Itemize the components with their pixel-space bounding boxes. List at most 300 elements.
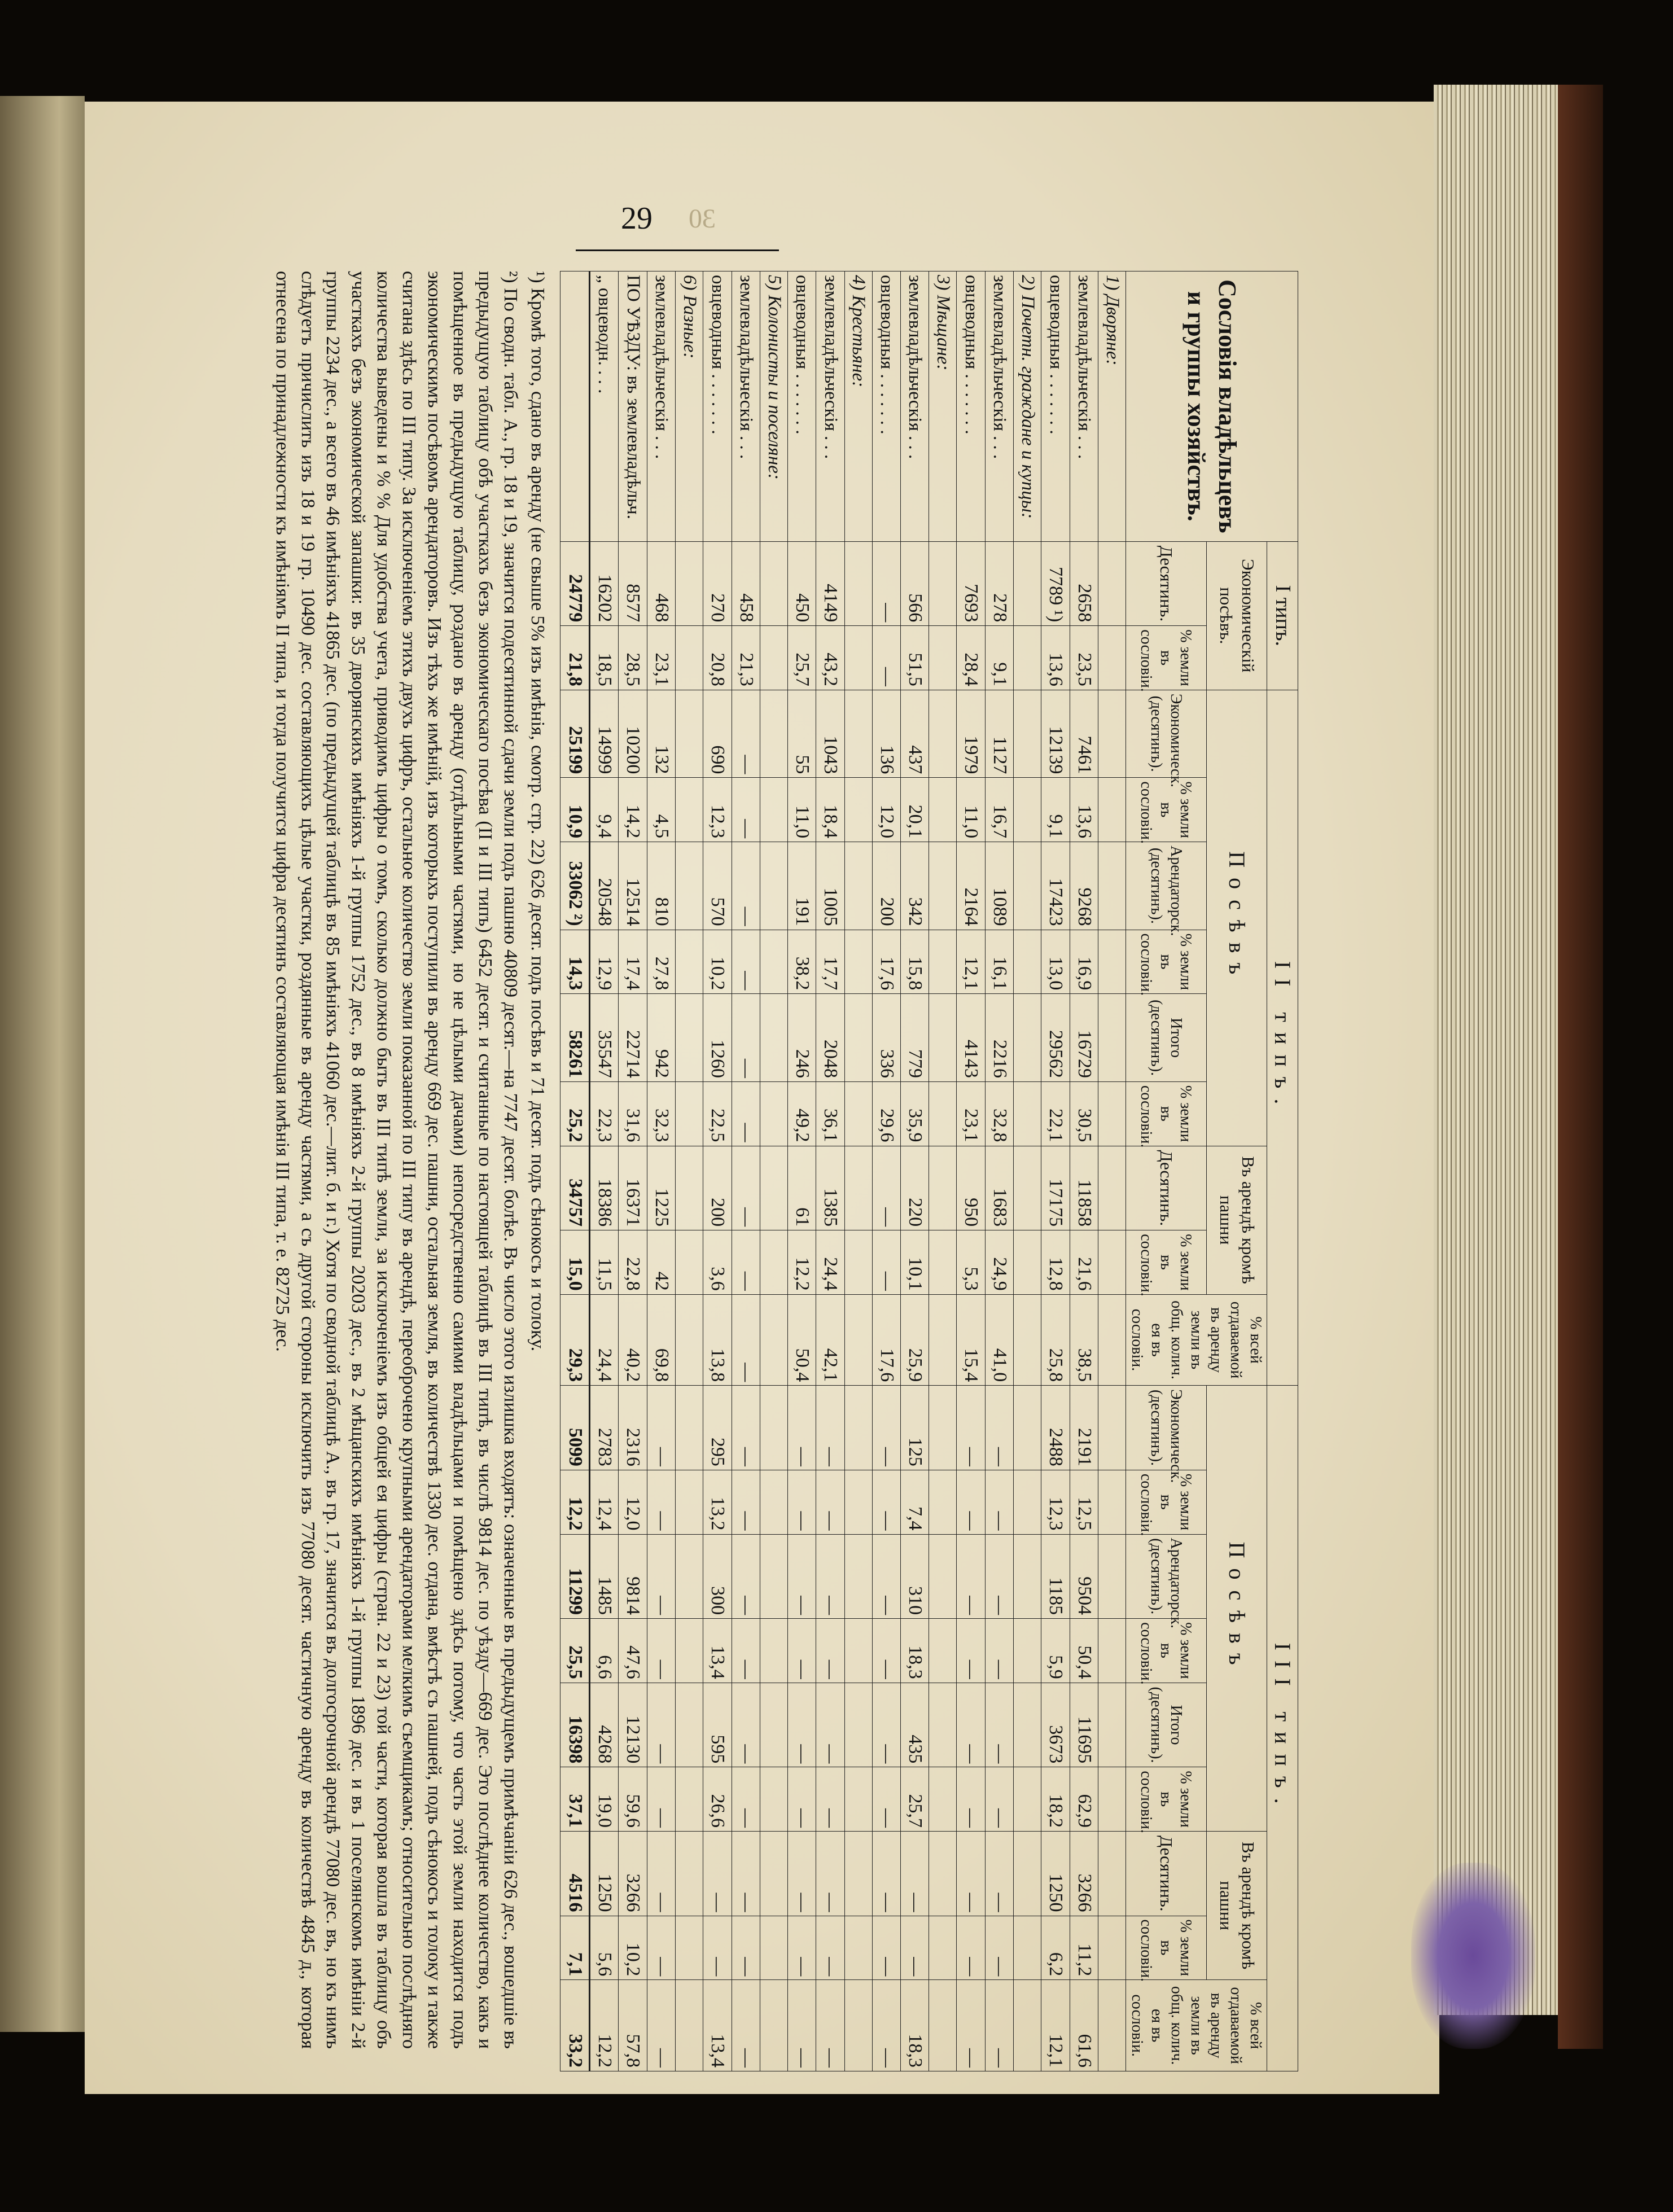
- table-row: [647, 271, 675, 2071]
- table-cell: 17,7: [816, 930, 844, 994]
- table-cell: 1260: [703, 994, 732, 1082]
- table-cell: 12,3: [1041, 1470, 1070, 1534]
- table-cell: 21,6: [1070, 1230, 1098, 1295]
- table-cell: 62,9: [1070, 1767, 1098, 1832]
- table-cell: —: [816, 1767, 844, 1832]
- table-cell: 35547: [590, 994, 619, 1082]
- table-cell: —: [732, 1386, 760, 1470]
- table-cell: 12,3: [703, 778, 732, 842]
- table-row: [732, 271, 760, 2071]
- table-cell: [676, 842, 703, 930]
- table-cell: 13,6: [1070, 778, 1098, 842]
- col-header: Арендаторск. (десятинъ).: [1126, 1534, 1207, 1619]
- table-cell: [676, 1386, 703, 1470]
- table-cell: [844, 1386, 872, 1470]
- table-cell: —: [872, 1534, 900, 1619]
- table-cell: 24,9: [985, 1230, 1013, 1295]
- table-cell: —: [732, 778, 760, 842]
- table-cell: 17,6: [872, 930, 900, 994]
- table-cell: [1098, 930, 1125, 994]
- table-cell: 33,2: [560, 1980, 590, 2071]
- ink-stain: [1411, 1863, 1535, 2049]
- table-cell: 4149: [816, 541, 844, 626]
- table-row: [560, 271, 590, 2071]
- table-cell: 1005: [816, 842, 844, 930]
- table-cell: 16398: [560, 1683, 590, 1767]
- table-cell: [844, 1146, 872, 1230]
- table-cell: 2488: [1041, 1386, 1070, 1470]
- type2-pct-all-header: % всей отдаваемой въ аренду земли въ общ. колич. ея въ сословіи.: [1126, 1294, 1267, 1386]
- table-cell: [929, 690, 957, 778]
- table-cell: [676, 626, 703, 690]
- col-header: % земли въ сословіи.: [1126, 1916, 1207, 1980]
- table-cell: 2216: [985, 994, 1013, 1082]
- table-cell: [844, 1230, 872, 1295]
- table-cell: 6,6: [590, 1619, 619, 1683]
- table-cell: 12,4: [590, 1470, 619, 1534]
- table-cell: 19,0: [590, 1767, 619, 1832]
- table-cell: 9504: [1070, 1534, 1098, 1619]
- table-cell: 18386: [590, 1146, 619, 1230]
- table-cell: —: [816, 1470, 844, 1534]
- table-cell: 12,9: [590, 930, 619, 994]
- table-row: [901, 271, 929, 2071]
- table-cell: 2191: [1070, 1386, 1098, 1470]
- table-cell: 12,0: [619, 1470, 647, 1534]
- table-cell: 8577: [619, 541, 647, 626]
- row-label: землевладѣльческія . . .: [1070, 271, 1098, 542]
- table-cell: [1014, 1619, 1041, 1683]
- table-cell: —: [872, 1230, 900, 1295]
- table-cell: 18,4: [816, 778, 844, 842]
- table-cell: [676, 994, 703, 1082]
- row-label: землевладѣльческія . . .: [816, 271, 844, 542]
- table-cell: [760, 1916, 787, 1980]
- row-label: землевладѣльческія . . .: [901, 271, 929, 542]
- table-cell: 450: [788, 541, 816, 626]
- table-cell: [676, 1619, 703, 1683]
- table-cell: 4516: [560, 1831, 590, 1916]
- table-cell: —: [647, 1683, 675, 1767]
- table-cell: 28,4: [957, 626, 985, 690]
- table-cell: 24779: [560, 541, 590, 626]
- table-cell: 16729: [1070, 994, 1098, 1082]
- table-cell: 14,2: [619, 778, 647, 842]
- table-cell: —: [872, 1470, 900, 1534]
- table-cell: 1485: [590, 1534, 619, 1619]
- table-cell: 61,6: [1070, 1980, 1098, 2071]
- table-cell: 12,5: [1070, 1470, 1098, 1534]
- table-cell: [1098, 1386, 1125, 1470]
- table-cell: [760, 1683, 787, 1767]
- table-cell: 16,9: [1070, 930, 1098, 994]
- row-label: овцеводныя . . . . . . .: [788, 271, 816, 542]
- table-cell: [676, 1230, 703, 1295]
- table-cell: 22,1: [1041, 1081, 1070, 1146]
- table-cell: [760, 626, 787, 690]
- table-cell: —: [788, 1470, 816, 1534]
- row-label: 3) Мѣщане:: [929, 271, 957, 542]
- table-cell: —: [985, 1916, 1013, 1980]
- table-cell: [676, 1146, 703, 1230]
- table-cell: 779: [901, 994, 929, 1082]
- table-cell: 9814: [619, 1534, 647, 1619]
- table-cell: —: [957, 1683, 985, 1767]
- row-label: овцеводныя . . . . . . .: [1041, 271, 1070, 542]
- table-cell: [760, 994, 787, 1082]
- table-cell: [844, 930, 872, 994]
- table-cell: [844, 842, 872, 930]
- table-cell: 15,4: [957, 1294, 985, 1386]
- table-cell: 1979: [957, 690, 985, 778]
- table-cell: [844, 626, 872, 690]
- table-cell: 132: [647, 690, 675, 778]
- row-label: 2) Почетн. граждане и купцы:: [1014, 271, 1041, 542]
- table-cell: —: [985, 1619, 1013, 1683]
- table-cell: [1098, 1619, 1125, 1683]
- table-cell: 2783: [590, 1386, 619, 1470]
- table-cell: 566: [901, 541, 929, 626]
- table-cell: 4268: [590, 1683, 619, 1767]
- table-cell: —: [901, 1916, 929, 1980]
- table-cell: 4,5: [647, 778, 675, 842]
- table-cell: 942: [647, 994, 675, 1082]
- table-cell: [676, 1916, 703, 1980]
- table-cell: 15,8: [901, 930, 929, 994]
- table-cell: 13,8: [703, 1294, 732, 1386]
- table-cell: —: [872, 626, 900, 690]
- table-cell: 32,8: [985, 1081, 1013, 1146]
- table-cell: —: [816, 1916, 844, 1980]
- table-cell: 23,5: [1070, 626, 1098, 690]
- table-row: [590, 271, 619, 2071]
- table-cell: 220: [901, 1146, 929, 1230]
- table-cell: —: [788, 1619, 816, 1683]
- table-cell: 23,1: [647, 626, 675, 690]
- table-cell: [1014, 1386, 1041, 1470]
- table-cell: [760, 1980, 787, 2071]
- table-cell: [1098, 1146, 1125, 1230]
- table-cell: —: [957, 1831, 985, 1916]
- table-cell: —: [647, 1470, 675, 1534]
- col-header: Итого (десятинъ).: [1126, 1683, 1207, 1767]
- table-cell: 69,8: [647, 1294, 675, 1386]
- table-cell: 13,2: [703, 1470, 732, 1534]
- owner-groups-header: Сословія владѣльцевъ и группы хозяйствъ.: [1126, 271, 1298, 542]
- table-cell: 12,8: [1041, 1230, 1070, 1295]
- table-cell: [844, 1831, 872, 1916]
- row-label: ПО УѢЗДУ: въ землевладѣльч.: [619, 271, 647, 542]
- row-label: землевладѣльческія . . .: [647, 271, 675, 542]
- table-cell: —: [788, 1980, 816, 2071]
- row-label: 5) Колонисты и поселяне:: [760, 271, 787, 542]
- table-cell: 9,1: [985, 626, 1013, 690]
- table-cell: [844, 1294, 872, 1386]
- table-cell: 270: [703, 541, 732, 626]
- table-cell: [760, 1081, 787, 1146]
- col-header: % земли въ сословіи.: [1126, 1230, 1207, 1295]
- table-cell: —: [788, 1683, 816, 1767]
- table-cell: [1014, 1980, 1041, 2071]
- table-cell: 10200: [619, 690, 647, 778]
- table-cell: 200: [703, 1146, 732, 1230]
- table-cell: 1225: [647, 1146, 675, 1230]
- table-cell: [1014, 930, 1041, 994]
- table-cell: 14999: [590, 690, 619, 778]
- type2-posev-header: Посѣвъ: [1206, 690, 1267, 1146]
- table-cell: [844, 1916, 872, 1980]
- table-cell: 13,4: [703, 1980, 732, 2071]
- table-cell: [844, 1619, 872, 1683]
- col-header: % земли въ сословіи.: [1126, 1767, 1207, 1832]
- statistics-table: [560, 271, 1299, 2071]
- table-cell: 38,2: [788, 930, 816, 994]
- table-cell: [1014, 994, 1041, 1082]
- table-cell: 17,6: [872, 1294, 900, 1386]
- table-cell: 22714: [619, 994, 647, 1082]
- col-header: Экономическ. (десятинъ).: [1126, 690, 1207, 778]
- table-cell: [676, 1683, 703, 1767]
- table-cell: 38,5: [1070, 1294, 1098, 1386]
- table-cell: 12,2: [560, 1470, 590, 1534]
- table-cell: —: [732, 1980, 760, 2071]
- table-cell: 23,1: [957, 1081, 985, 1146]
- table-cell: —: [732, 930, 760, 994]
- table-cell: 295: [703, 1386, 732, 1470]
- table-cell: 58261: [560, 994, 590, 1082]
- table-cell: 16371: [619, 1146, 647, 1230]
- table-cell: [1098, 1534, 1125, 1619]
- table-cell: [1098, 626, 1125, 690]
- table-cell: 11,0: [957, 778, 985, 842]
- table-cell: —: [732, 1683, 760, 1767]
- table-cell: 1127: [985, 690, 1013, 778]
- table-cell: 950: [957, 1146, 985, 1230]
- table-cell: [844, 994, 872, 1082]
- table-cell: 16202: [590, 541, 619, 626]
- table-cell: [844, 541, 872, 626]
- table-cell: 435: [901, 1683, 929, 1767]
- table-row: [788, 271, 816, 2071]
- table-cell: 11,2: [1070, 1916, 1098, 1980]
- table-cell: 50,4: [1070, 1619, 1098, 1683]
- type3-posev-header: Посѣвъ: [1206, 1386, 1267, 1832]
- table-cell: —: [872, 1683, 900, 1767]
- table-cell: 13,6: [1041, 626, 1070, 690]
- table-cell: —: [872, 541, 900, 626]
- table-cell: [929, 1146, 957, 1230]
- table-row: [1098, 271, 1125, 2071]
- table-cell: [1098, 1470, 1125, 1534]
- table-cell: 5,9: [1041, 1619, 1070, 1683]
- table-cell: 15,0: [560, 1230, 590, 1295]
- table-cell: 246: [788, 994, 816, 1082]
- table-cell: 26,6: [703, 1767, 732, 1832]
- table-cell: [929, 1767, 957, 1832]
- table-cell: [1098, 1980, 1125, 2071]
- table-cell: —: [957, 1534, 985, 1619]
- table-cell: [929, 1619, 957, 1683]
- table-cell: [1014, 1831, 1041, 1916]
- table-cell: 14,3: [560, 930, 590, 994]
- table-cell: 12,1: [957, 930, 985, 994]
- table-cell: 31,6: [619, 1081, 647, 1146]
- table-cell: [676, 1081, 703, 1146]
- left-page-edge: [0, 96, 85, 2032]
- table-cell: [929, 930, 957, 994]
- table-cell: —: [957, 1980, 985, 2071]
- table-cell: [760, 1767, 787, 1832]
- table-cell: [760, 842, 787, 930]
- table-cell: —: [872, 1146, 900, 1230]
- table-cell: [1098, 1683, 1125, 1767]
- row-label: 4) Крестьяне:: [844, 271, 872, 542]
- table-row: [844, 271, 872, 2071]
- table-cell: 7461: [1070, 690, 1098, 778]
- table-cell: 1043: [816, 690, 844, 778]
- table-cell: [929, 1683, 957, 1767]
- table-cell: —: [647, 1767, 675, 1832]
- table-cell: [1098, 994, 1125, 1082]
- table-cell: [929, 1230, 957, 1295]
- type3-rent-header: Въ арендѣ кромѣ пашни: [1206, 1831, 1267, 1979]
- table-cell: 1250: [1041, 1831, 1070, 1916]
- row-label: „ овцеводн. . . .: [590, 271, 619, 542]
- table-cell: [1014, 1146, 1041, 1230]
- row-label: овцеводныя . . . . . . .: [957, 271, 985, 542]
- col-header: Десятинъ.: [1126, 1831, 1207, 1916]
- table-cell: —: [732, 1767, 760, 1832]
- table-cell: 61: [788, 1146, 816, 1230]
- table-cell: 300: [703, 1534, 732, 1619]
- table-cell: 12514: [619, 842, 647, 930]
- table-cell: 310: [901, 1534, 929, 1619]
- table-cell: —: [703, 1831, 732, 1916]
- type1-header: I типъ.: [1267, 541, 1298, 690]
- table-cell: —: [901, 1831, 929, 1916]
- table-cell: 11299: [560, 1534, 590, 1619]
- table-cell: [1014, 842, 1041, 930]
- col-header: % земли въ сословіи.: [1126, 1470, 1207, 1534]
- table-cell: [929, 541, 957, 626]
- table-cell: 7789 ¹): [1041, 541, 1070, 626]
- table-cell: [844, 1081, 872, 1146]
- table-cell: —: [957, 1767, 985, 1832]
- table-cell: 20548: [590, 842, 619, 930]
- table-cell: 25,7: [788, 626, 816, 690]
- table-cell: 18,2: [1041, 1767, 1070, 1832]
- table-cell: [929, 1980, 957, 2071]
- table-cell: 437: [901, 690, 929, 778]
- table-cell: 3266: [619, 1831, 647, 1916]
- col-header: % земли въ сословіи.: [1126, 1619, 1207, 1683]
- table-cell: —: [647, 1831, 675, 1916]
- table-row: [816, 271, 844, 2071]
- table-cell: 570: [703, 842, 732, 930]
- table-cell: —: [816, 1683, 844, 1767]
- table-cell: 25,2: [560, 1081, 590, 1146]
- table-cell: [929, 1916, 957, 1980]
- table-cell: 33062 ²): [560, 842, 590, 930]
- table-cell: [676, 690, 703, 778]
- table-cell: —: [872, 1619, 900, 1683]
- table-cell: —: [732, 842, 760, 930]
- table-cell: [760, 1230, 787, 1295]
- row-label: 1) Дворяне:: [1098, 271, 1125, 542]
- table-cell: 42,1: [816, 1294, 844, 1386]
- table-cell: 12,1: [1041, 1980, 1070, 2071]
- table-cell: [760, 690, 787, 778]
- table-cell: [760, 1294, 787, 1386]
- table-cell: 2658: [1070, 541, 1098, 626]
- table-cell: [844, 1767, 872, 1832]
- table-cell: 336: [872, 994, 900, 1082]
- table-cell: 35,9: [901, 1081, 929, 1146]
- table-cell: [844, 1683, 872, 1767]
- table-cell: [1098, 1081, 1125, 1146]
- table-cell: 34757: [560, 1146, 590, 1230]
- table-cell: 24,4: [816, 1230, 844, 1295]
- table-cell: 29,3: [560, 1294, 590, 1386]
- table-cell: —: [872, 1980, 900, 2071]
- row-label: землевладѣльческія . . .: [985, 271, 1013, 542]
- table-cell: —: [703, 1916, 732, 1980]
- table-cell: —: [957, 1470, 985, 1534]
- table-cell: 18,3: [901, 1980, 929, 2071]
- table-cell: [760, 930, 787, 994]
- table-cell: 3,6: [703, 1230, 732, 1295]
- table-cell: —: [647, 1534, 675, 1619]
- table-cell: [1098, 778, 1125, 842]
- row-label: овцеводныя . . . . . . .: [872, 271, 900, 542]
- table-cell: 7693: [957, 541, 985, 626]
- footnote-1: ¹) Кромѣ того, сдано въ аренду (не свыше 5% изъ имѣнія, смотр. стр. 22) 626 десят. подъ посѣвъ и 71 десят. подъ сѣнокосъ и толоку.: [527, 271, 549, 1352]
- table-row: [1070, 271, 1098, 2071]
- col-header: % земли въ сословіи.: [1126, 626, 1207, 690]
- table-cell: —: [816, 1831, 844, 1916]
- table-cell: 42: [647, 1230, 675, 1295]
- table-cell: [1098, 1831, 1125, 1916]
- table-cell: —: [788, 1534, 816, 1619]
- row-label: землевладѣльческія . . .: [732, 271, 760, 542]
- table-cell: [676, 1831, 703, 1916]
- table-cell: 18,3: [901, 1619, 929, 1683]
- col-header: % земли въ сословіи.: [1126, 1081, 1207, 1146]
- table-cell: 28,5: [619, 626, 647, 690]
- table-cell: [760, 1534, 787, 1619]
- table-cell: [676, 1294, 703, 1386]
- table-cell: —: [732, 690, 760, 778]
- table-cell: —: [872, 1767, 900, 1832]
- header-rule: [576, 249, 779, 251]
- table-cell: —: [732, 1831, 760, 1916]
- table-cell: 47,6: [619, 1619, 647, 1683]
- table-cell: 32,3: [647, 1081, 675, 1146]
- table-cell: [1014, 1470, 1041, 1534]
- table-cell: 25,5: [560, 1619, 590, 1683]
- table-cell: 2164: [957, 842, 985, 930]
- table-cell: [760, 1470, 787, 1534]
- table-cell: 22,3: [590, 1081, 619, 1146]
- table-cell: 55: [788, 690, 816, 778]
- table-cell: [1014, 1683, 1041, 1767]
- col-header: Экономическ. (десятинъ).: [1126, 1386, 1207, 1470]
- table-cell: [1014, 1767, 1041, 1832]
- table-cell: —: [647, 1916, 675, 1980]
- table-cell: 12,2: [788, 1230, 816, 1295]
- table-cell: —: [816, 1980, 844, 2071]
- table-cell: 191: [788, 842, 816, 930]
